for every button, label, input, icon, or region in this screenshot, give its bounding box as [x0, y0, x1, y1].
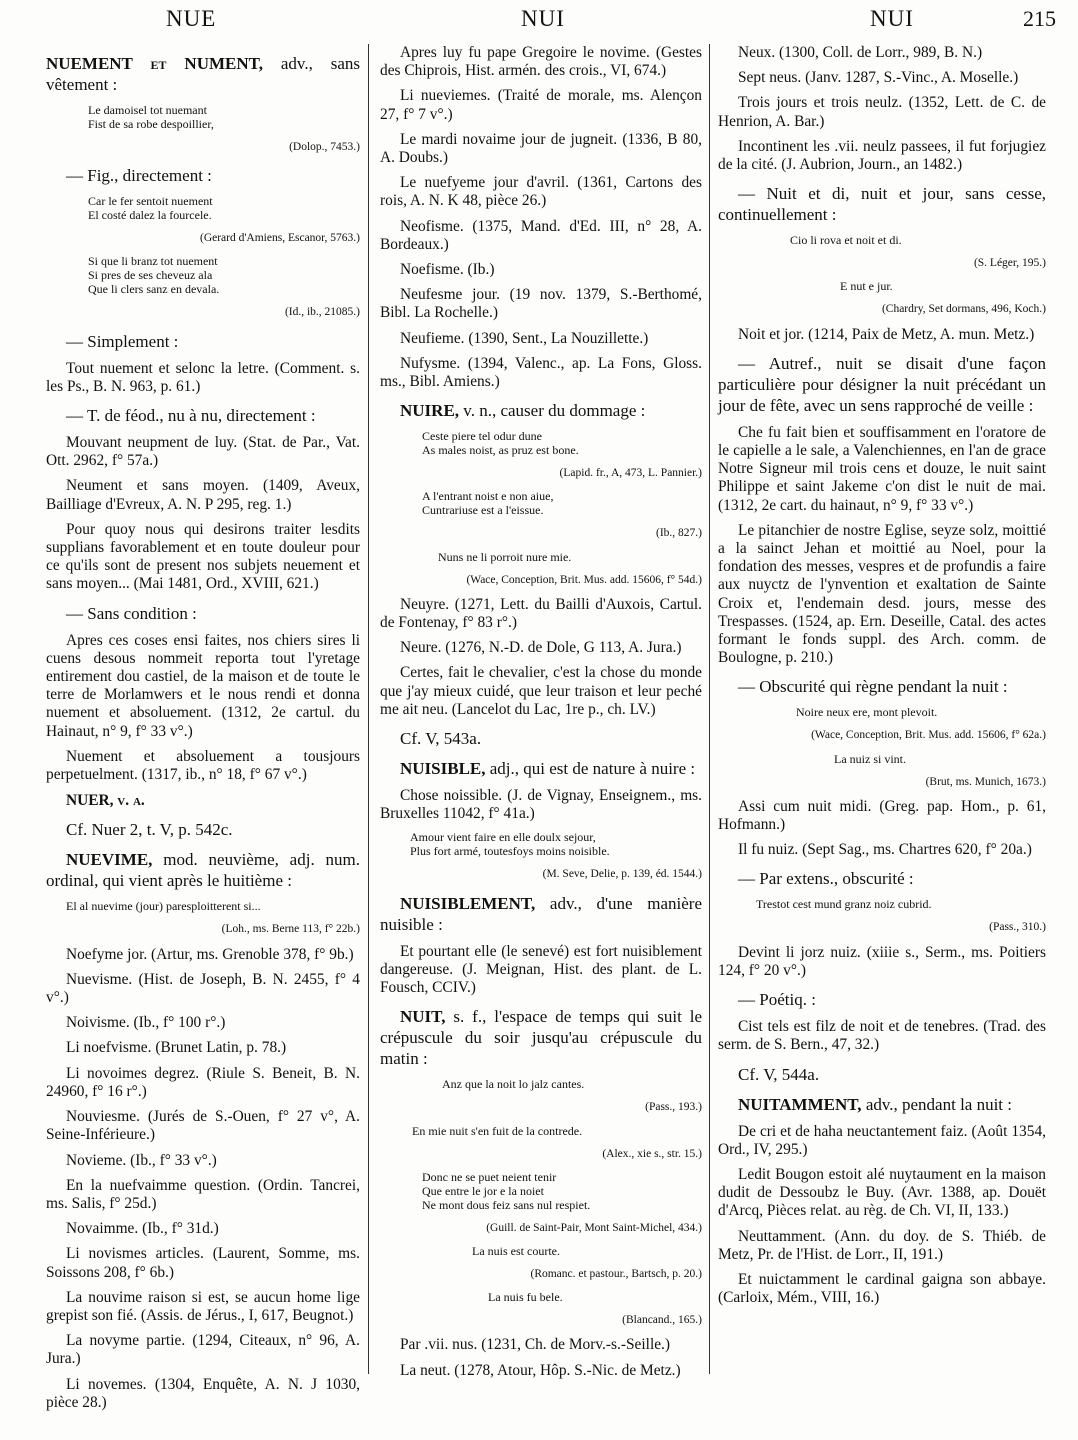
example: Neufesme jour. (19 nov. 1379, S.-Berthomé, Bibl. La Rochelle.)	[380, 286, 702, 322]
example: Neument et sans moyen. (1409, Aveux, Bailliage d'Evreux, A. N. P 295, reg. 1.)	[46, 477, 360, 513]
column-rule	[368, 44, 369, 1374]
example: Devint li jorz nuiz. (xiiie s., Serm., ms. Poitiers 124, f° 20 v°.)	[718, 943, 1046, 979]
entry-nuitamment	[718, 1094, 1046, 1115]
citation: (Gerard d'Amiens, Escanor, 5763.)	[199, 232, 360, 245]
example: Noefisme. (Ib.)	[400, 261, 495, 279]
quotation: E nut e jur.	[840, 279, 893, 294]
example: Le mardi novaime jour de jugneit. (1336, B 80, A. Doubs.)	[380, 130, 702, 167]
sense: — Simplement :	[66, 331, 179, 351]
page-number: 215	[1023, 6, 1056, 31]
example: Mouvant neupment de luy. (Stat. de Par., Vat. Ott. 2962, f° 57a.)	[46, 434, 360, 470]
citation: (Romanc. et pastour., Bartsch, p. 20.)	[530, 1267, 702, 1280]
example: Neufieme. (1390, Sent., La Nouzillette.)	[400, 329, 649, 347]
example: Li novoimes degrez. (Riule S. Beneit, B. N. 24960, f° 16 r°.)	[46, 1064, 360, 1100]
citation: (Brut, ms. Munich, 1673.)	[925, 775, 1046, 788]
citation: (Pass., 310.)	[989, 921, 1046, 934]
header-left: NUE	[166, 6, 217, 31]
quotation: Cio li rova et noit et di.	[790, 233, 902, 248]
quotation: Si que li branz tot nuement Si pres de ses cheveuz ala Que li clers sanz en devala.	[88, 254, 220, 297]
column-2	[380, 44, 702, 1387]
citation: (Dolop., 7453.)	[289, 141, 360, 153]
citation: (Alex., xie s., str. 15.)	[602, 1147, 702, 1160]
example: Li novismes articles. (Laurent, Somme, ms. Soissons 208, f° 6b.)	[46, 1245, 360, 1281]
example: Neuttamment. (Ann. du doy. de S. Thiéb. de Metz, Pr. de l'Hist. de Lorr., II, 191.)	[718, 1227, 1046, 1263]
sense: — Sans condition :	[66, 603, 197, 623]
quotation: Anz que la noit lo jalz cantes.	[442, 1077, 585, 1092]
example: Nouviesme. (Jurés de S.-Ouen, f° 27 v°, A. Seine-Inférieure.)	[46, 1108, 360, 1144]
example: Nufysme. (1394, Valenc., ap. La Fons, Gloss. ms., Bibl. Amiens.)	[380, 354, 702, 391]
headword: NUEVIME,	[66, 850, 153, 870]
sense: — Poétiq. :	[738, 990, 816, 1010]
quotation: La nuis est courte.	[472, 1243, 560, 1258]
header-center: NUI	[521, 6, 565, 31]
entry-nuisiblement	[380, 893, 702, 935]
example: Tout nuement et selonc la letre. (Comment. s. les Ps., B. N. 963, p. 61.)	[46, 359, 360, 395]
example: Pour quoy nous qui desirons traiter lesdits supplians favorablement et en toute douleur pour ce qu'ils sont de present nos subjets neuement et sans moyen... (Mai 1481, Ord., XVIII, 621.)	[46, 520, 360, 593]
citation: (Id., ib., 21085.)	[284, 306, 360, 319]
example: Nuement et absoluement a tousjours perpetuelment. (1317, ib., n° 18, f° 67 v°.)	[46, 747, 360, 784]
example: Neux. (1300, Coll. de Lorr., 989, B. N.)	[738, 44, 983, 61]
quotation: Trestot cest mund granz noiz cubrid.	[756, 897, 932, 912]
quotation: Amour vient faire en elle doulx sejour, Plus fort armé, toutesfoys moins noisible.	[410, 830, 610, 859]
example: Le nuefyeme jour d'avril. (1361, Cartons des rois, A. N. K 48, pièce 26.)	[380, 174, 702, 210]
sense: — Autref., nuit se disait d'une façon particulière pour désigner la nuit précédant un jour de fête, avec un sens rapproché de veille :	[718, 353, 1046, 415]
example: Novieme. (Ib., f° 33 v°.)	[66, 1151, 217, 1169]
example: Sept neus. (Janv. 1287, S.-Vinc., A. Moselle.)	[738, 69, 1019, 87]
citation: (Guill. de Saint-Pair, Mont Saint-Michel, 434.)	[486, 1221, 702, 1234]
headword: NUIRE,	[400, 401, 460, 421]
example: Apres luy fu pape Gregoire le novime. (Gestes des Chiprois, Hist. armén. des crois., VI, 674.)	[380, 44, 702, 80]
sense: — Obscurité qui règne pendant la nuit :	[738, 677, 1008, 697]
quotation: Donc ne se puet neient tenir Que entre le jor e la noiet Ne mont dous feiz sans nul respiet.	[422, 1169, 591, 1212]
sense: — Fig., directement :	[66, 166, 212, 186]
example: Cist tels est filz de noit et de tenebres. (Trad. des serm. de S. Bern., 47, 32.)	[718, 1018, 1046, 1054]
example: Le pitanchier de nostre Eglise, seyze solz, moittié a la sainct Jehan et moittié au Noel, pour la fondation des messes, vespres et de profundis a faire aux nuyctz de l'ynvention et exaltation de Sainte Croix et, l'endemain desd. jours, messe des Trespasses. (1524, ap. Ern. Deseille, Catal. des actes formant le fonds suppl. des Arch. comm. de Boulogne, p. 210.)	[718, 521, 1046, 667]
sense: — T. de féod., nu à nu, directement :	[66, 406, 316, 426]
headword: NUIT,	[400, 1007, 446, 1027]
definition: adj., qui est de nature à nuire :	[485, 759, 696, 779]
quotation: El al nuevime (jour) paresploitterent si...	[66, 899, 261, 914]
citation: (Wace, Conception, Brit. Mus. add. 15606, f° 62a.)	[811, 729, 1046, 742]
example: Nuevisme. (Hist. de Joseph, B. N. 2455, f° 4 v°.)	[46, 970, 360, 1007]
column-3	[718, 44, 1046, 1314]
column-1	[46, 44, 360, 1419]
example: Noefyme jor. (Artur, ms. Grenoble 378, f° 9b.)	[66, 945, 354, 963]
example: Et pourtant elle (le senevé) est fort nuisiblement dangereuse. (J. Meignan, Hist. des plant. de L. Fousch, CCIV.)	[380, 942, 702, 997]
definition: adv., d'une manière nuisible :	[380, 893, 702, 934]
headword: NUISIBLE,	[400, 759, 486, 779]
example: La nouvime raison si est, se aucun home lige grepist son fié. (Assis. de Jérus., I, 617, Beugnot.)	[46, 1288, 360, 1324]
example: La neut. (1278, Atour, Hôp. S.-Nic. de Metz.)	[400, 1361, 681, 1379]
quotation: Ceste piere tel odur dune As males noist, as pruz est bone.	[422, 429, 579, 458]
example: Ledit Bougon estoit alé nuytaument en la maison dudit de Dessoubz le Buy. (Avr. 1388, ap. Douët d'Arcq, Pièces relat. au règ. de Ch. VI, II, 133.)	[718, 1165, 1046, 1220]
entry-nuire	[380, 400, 702, 421]
example: Certes, fait le chevalier, c'est la chose du monde que j'ay mieux cuidé, que leur traison et leur peché me ait neu. (Lancelot du Lac, 1re p., ch. LV.)	[380, 664, 702, 718]
quotation: La nuis fu bele.	[488, 1290, 563, 1305]
example: Li noefvisme. (Brunet Latin, p. 78.)	[66, 1039, 287, 1057]
example: Par .vii. nus. (1231, Ch. de Morv.-s.-Seille.)	[400, 1336, 671, 1354]
citation: (Ib., 827.)	[656, 527, 702, 540]
example: Trois jours et trois neulz. (1352, Lett. de C. de Henrion, A. Bar.)	[718, 94, 1046, 130]
citation: (Loh., ms. Berne 113, f° 22b.)	[221, 923, 360, 936]
headword: NUISIBLEMENT,	[400, 893, 536, 913]
quotation: Nuns ne li porroit nure mie.	[438, 549, 572, 564]
example: Novaimme. (Ib., f° 31d.)	[66, 1220, 219, 1238]
definition: v. n., causer du dommage :	[459, 401, 646, 421]
column-rule	[709, 44, 710, 1374]
header-right: NUI	[870, 6, 914, 31]
example: Neure. (1276, N.-D. de Dole, G 113, A. Jura.)	[400, 639, 682, 657]
example: Li novemes. (1304, Enquête, A. N. J 1030, pièce 28.)	[46, 1375, 360, 1411]
sense: — Par extens., obscurité :	[738, 869, 914, 889]
citation: (Pass., 193.)	[645, 1101, 702, 1114]
cross-reference: Cf. V, 543a.	[400, 729, 482, 749]
example: Neofisme. (1375, Mand. d'Ed. III, n° 28, A. Bordeaux.)	[380, 217, 702, 253]
citation: (M. Seve, Delie, p. 139, éd. 1544.)	[542, 868, 702, 881]
example: Neuyre. (1271, Lett. du Bailli d'Auxois, Cartul. de Fontenay, f° 83 r°.)	[380, 595, 702, 632]
example: Assi cum nuit midi. (Greg. pap. Hom., p. 61, Hofmann.)	[718, 797, 1046, 834]
citation: (Blancand., 165.)	[622, 1314, 702, 1327]
example: Noivisme. (Ib., f° 100 r°.)	[66, 1014, 226, 1032]
headword: NUER, v. a.	[66, 792, 145, 810]
citation: (S. Léger, 195.)	[973, 257, 1046, 270]
citation: (Chardry, Set dormans, 496, Koch.)	[881, 303, 1046, 316]
entry-nuevime	[46, 849, 360, 891]
example: De cri et de haha neuctantement faiz. (Août 1354, Ord., IV, 295.)	[718, 1122, 1046, 1158]
quotation: En mie nuit s'en fuit de la contrede.	[412, 1123, 583, 1138]
citation: (Lapid. fr., A, 473, L. Pannier.)	[559, 467, 702, 480]
example: En la nuefvaimme question. (Ordin. Tancrei, ms. Salis, f° 25d.)	[46, 1176, 360, 1212]
example: Li nueviemes. (Traité de morale, ms. Alençon 27, f° 7 v°.)	[380, 87, 702, 123]
example: Chose noissible. (J. de Vignay, Enseignem., ms. Bruxelles 11042, f° 41a.)	[380, 787, 702, 823]
headword: NUEMENT et NUMENT,	[46, 54, 263, 73]
cross-reference: Cf. V, 544a.	[738, 1064, 820, 1084]
definition: adv., pendant la nuit :	[861, 1094, 1013, 1114]
definition: adv., sans vêtement :	[46, 54, 361, 94]
entry-nuement	[46, 53, 360, 95]
quotation: A l'entrant noist e non aiue, Cuntrariuse est a l'eissue.	[422, 489, 554, 518]
citation: (Wace, Conception, Brit. Mus. add. 15606, f° 54d.)	[466, 573, 702, 586]
example: Apres ces coses ensi faites, nos chiers sires li cuens desous nommeit reporta tout l'yretage entirement dou castiel, de la maison et de toute le terre de Morlamwers et le nous rendi et donna nuement et absoluement. (1312, 2e cartul. du Hainaut, n° 9, f° 33 v°.)	[46, 631, 360, 740]
example: Incontinent les .vii. neulz passees, il fut forjugiez de la cité. (J. Aubrion, Journ., an 1482.)	[718, 137, 1046, 174]
example: Et nuictamment le cardinal gaigna son abbaye. (Carloix, Mém., VIII, 16.)	[718, 1270, 1046, 1307]
cross-reference: Cf. Nuer 2, t. V, p. 542c.	[66, 820, 233, 840]
example: Il fu nuiz. (Sept Sag., ms. Chartres 620, f° 20a.)	[738, 841, 1032, 859]
quotation: La nuiz si vint.	[834, 751, 906, 766]
entry-nuit	[380, 1006, 702, 1069]
sense: — Nuit et di, nuit et jour, sans cesse, continuellement :	[718, 184, 1046, 225]
definition: mod. neuvième, adj. num. ordinal, qui vient après le huitième :	[46, 850, 360, 891]
quotation: Le damoisel tot nuemant Fist de sa robe despoillier,	[88, 103, 214, 131]
example: La novyme partie. (1294, Citeaux, n° 96, A. Jura.)	[46, 1332, 360, 1368]
example: Noit et jor. (1214, Paix de Metz, A. mun. Metz.)	[738, 325, 1035, 343]
entry-nuisible	[380, 758, 702, 779]
definition: s. f., l'espace de temps qui suit le crépuscule du soir jusqu'au crépuscule du matin :	[380, 1007, 702, 1069]
headword: NUITAMMENT,	[738, 1094, 862, 1114]
quotation: Car le fer sentoit nuement El costé dalez la fourcele.	[88, 194, 213, 223]
example: Che fu fait bien et souffisamment en l'oratore de le capielle a le sale, a Valenchiennes, en l'an de grace Notre Signeur mil trois cens et douze, le nuit saint Philippe et saint Jakeme c'on dist le nuit de mai. (1312, 2e cart. du hainaut, n° 9, f° 33 v°.)	[718, 423, 1046, 514]
quotation: Noire neux ere, mont plevoit.	[796, 705, 938, 720]
